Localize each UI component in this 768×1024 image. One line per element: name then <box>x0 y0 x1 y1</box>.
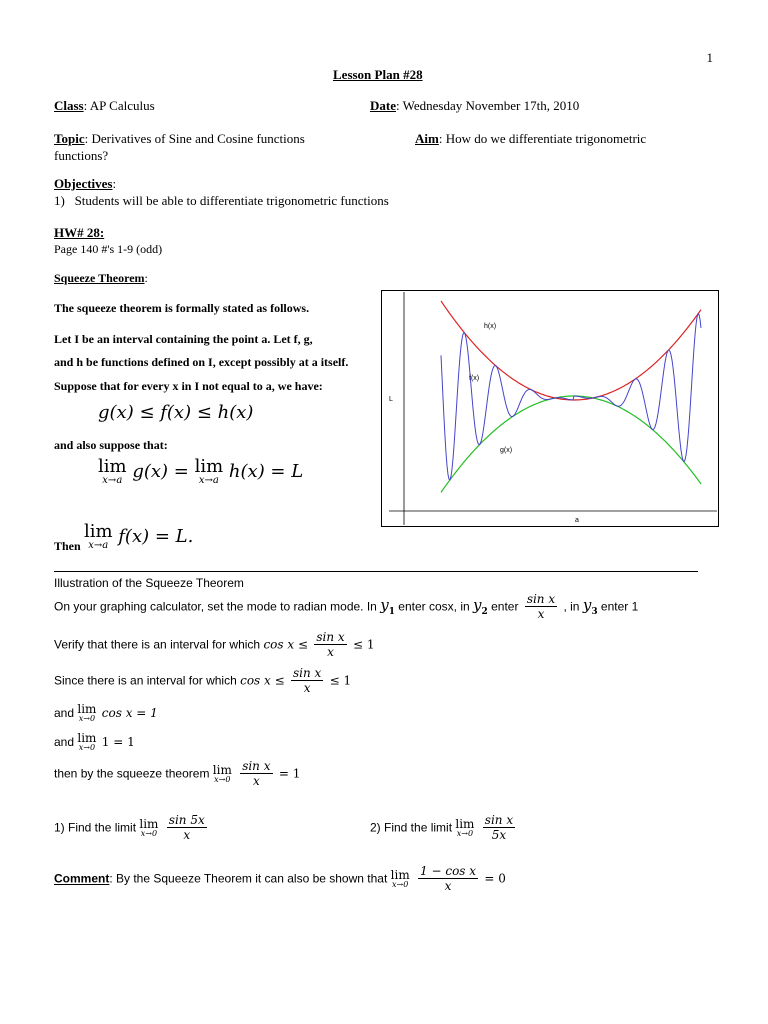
aim-label: Aim <box>415 131 439 146</box>
comment-line: Comment: By the Squeeze Theorem it can also be shown that lim x→0 $\frac{\text{1 − cos x}}{x}$ = 0 <box>54 864 506 893</box>
squeeze-stated: The squeeze theorem is formally stated as follows. <box>54 301 310 315</box>
squeeze-conclusion: Then lim x→a f(x) = L. <box>54 521 194 553</box>
squeeze-graph <box>381 290 719 527</box>
squeeze-inequality: g(x) ≤ f(x) ≤ h(x) <box>98 402 254 423</box>
exercise-1: 1) Find the limit lim x→0 $\frac{\sin 5x}{x}$ <box>54 813 205 842</box>
aim-line <box>415 131 646 147</box>
squeeze-limits-equal: lim x→a g(x) = lim x→a h(x) = L <box>98 456 304 486</box>
graph-label-f: f(x) <box>469 375 480 382</box>
illustration-line1: On your graphing calculator, set the mode to radian mode. In $y_1$ enter cosx, in $y_2$ enter $\frac{\text{sin x}}{x}$ , in $y_3$ enter 1 <box>54 592 639 621</box>
graph-label-g: g(x) <box>500 447 513 454</box>
topic-line <box>54 131 305 147</box>
then-by-line: then by the squeeze theorem lim x→0 $\frac{\text{sin x}}{x}$ = 1 <box>54 759 301 788</box>
squeeze-line2: and h be functions defined on I, except possibly at a itself. <box>54 355 349 369</box>
aim-continuation: functions? <box>54 148 109 163</box>
topic-label: Topic <box>54 131 85 146</box>
exercise-2: 2) Find the limit lim x→0 $\frac{\text{sin x}}{5x}$ <box>370 813 514 842</box>
class-label: Class <box>54 98 84 113</box>
class-value: : AP Calculus <box>83 98 155 113</box>
date-label: Date <box>370 98 396 113</box>
since-line: Since there is an interval for which cos x ≤ $\frac{\text{sin x}}{x}$ ≤ 1 <box>54 666 352 695</box>
date-value: : Wednesday November 17th, 2010 <box>396 98 580 113</box>
objectives-heading: Objectives: <box>54 176 117 191</box>
hw-text: Page 140 #'s 1-9 (odd) <box>54 242 163 256</box>
squeeze-also: and also suppose that: <box>54 438 168 452</box>
date-line <box>370 98 579 114</box>
section-divider <box>54 571 698 572</box>
graph-label-h: h(x) <box>484 323 497 330</box>
objectives-label: Objectives <box>54 176 113 191</box>
verify-line: Verify that there is an interval for which cos x ≤ $\frac{\text{sin x}}{x}$ ≤ 1 <box>54 630 375 659</box>
and-cos-line: and lim x→0 cos x = 1 <box>54 702 158 723</box>
graph-label-a: a <box>575 517 579 524</box>
page-number: 1 <box>706 50 713 65</box>
comment-label: Comment <box>54 871 110 886</box>
class-line <box>54 98 155 114</box>
aim-value: : How do we differentiate trigonometric <box>438 131 647 146</box>
squeeze-heading: Squeeze Theorem: <box>54 271 148 285</box>
objective-item: 1) Students will be able to differentiate trigonometric functions <box>54 193 389 208</box>
graph-frame <box>382 291 719 527</box>
hw-heading: HW# 28: <box>54 225 105 240</box>
squeeze-line3: Suppose that for every x in I not equal to a, we have: <box>54 379 323 393</box>
page-title: Lesson Plan #28 <box>333 67 423 82</box>
illustration-heading: Illustration of the Squeeze Theorem <box>54 576 244 590</box>
topic-value: : Derivatives of Sine and Cosine functions <box>84 131 305 146</box>
graph-label-L: L <box>389 396 393 403</box>
squeeze-line1: Let I be an interval containing the point a. Let f, g, <box>54 332 313 346</box>
and-one-line: and lim x→0 1 = 1 <box>54 731 135 752</box>
